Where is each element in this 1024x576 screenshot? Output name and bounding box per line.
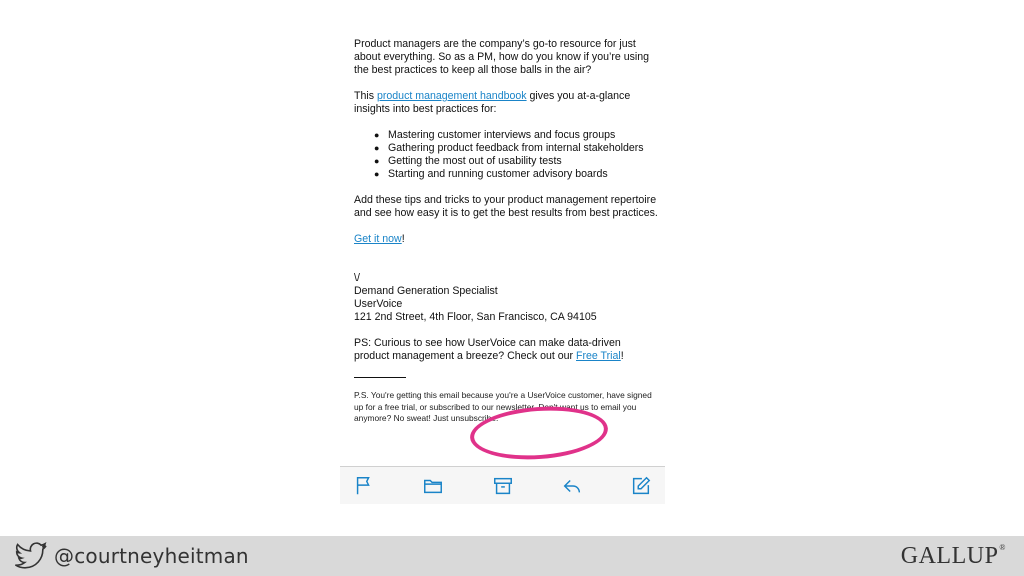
- archive-button[interactable]: [491, 474, 515, 498]
- cta-suffix: !: [401, 233, 405, 245]
- signature: [354, 272, 659, 324]
- archive-icon: [492, 475, 514, 497]
- divider: [354, 377, 406, 378]
- compose-icon: [630, 475, 652, 497]
- tips-paragraph: Add these tips and tricks to your product management repertoire and see how easy it is to get the best results from best practices.: [354, 194, 658, 219]
- mail-toolbar: [340, 466, 665, 504]
- cta-line: [354, 233, 659, 246]
- reply-button[interactable]: [560, 474, 584, 498]
- flag-icon: [353, 475, 375, 497]
- folder-icon: [422, 475, 444, 497]
- ps-suffix: !: [620, 350, 624, 362]
- signature-name: \/: [354, 272, 360, 284]
- compose-button[interactable]: [629, 474, 653, 498]
- flag-button[interactable]: [352, 474, 376, 498]
- twitter-handle: @courtneyheitman: [54, 544, 249, 568]
- twitter-bird-icon: [14, 542, 48, 570]
- registered-mark: ®: [999, 542, 1006, 552]
- handbook-link[interactable]: product management handbook: [376, 90, 527, 102]
- handbook-paragraph: [354, 90, 659, 116]
- twitter-handle-group: [14, 542, 249, 570]
- signature-title: Demand Generation Specialist: [354, 285, 498, 297]
- reply-icon: [561, 475, 583, 497]
- list-item: ● Gathering product feedback from internal stakeholders: [374, 142, 659, 155]
- move-to-folder-button[interactable]: [421, 474, 445, 498]
- handbook-suffix: gives you at-a-glance insights into best practices for:: [354, 90, 631, 115]
- free-trial-link[interactable]: Free Trial: [576, 350, 621, 362]
- list-item: ● Getting the most out of usability tests: [374, 155, 659, 168]
- best-practices-list: [374, 129, 659, 181]
- handbook-prefix: This: [354, 90, 377, 102]
- intro-paragraph: Product managers are the company’s go-to resource for just about everything. So as a PM, how do you know if you’re using the best practices to keep all those balls in the air?: [354, 38, 650, 76]
- list-item: ● Starting and running customer advisory boards: [374, 168, 659, 181]
- signature-company: UserVoice: [354, 298, 403, 310]
- slide-footer: [0, 536, 1024, 576]
- email-body: [354, 38, 659, 425]
- signature-address: 121 2nd Street, 4th Floor, San Francisco, CA 94105: [354, 311, 597, 323]
- list-item: ● Mastering customer interviews and focus groups: [374, 129, 659, 142]
- ps-paragraph: [354, 337, 659, 363]
- brand-name: GALLUP: [900, 542, 999, 569]
- fine-print: P.S. You're getting this email because you're a UserVoice customer, have signed up for a free trial, or subscribed to our newsletter. Don't want us to email you anymore? No sweat! Just unsubscribe.: [354, 390, 652, 423]
- get-it-now-link[interactable]: Get it now: [354, 233, 402, 245]
- gallup-logo: [901, 543, 1006, 570]
- ps-text: PS: Curious to see how UserVoice can make data-driven product management a breeze? Check out our: [354, 337, 621, 362]
